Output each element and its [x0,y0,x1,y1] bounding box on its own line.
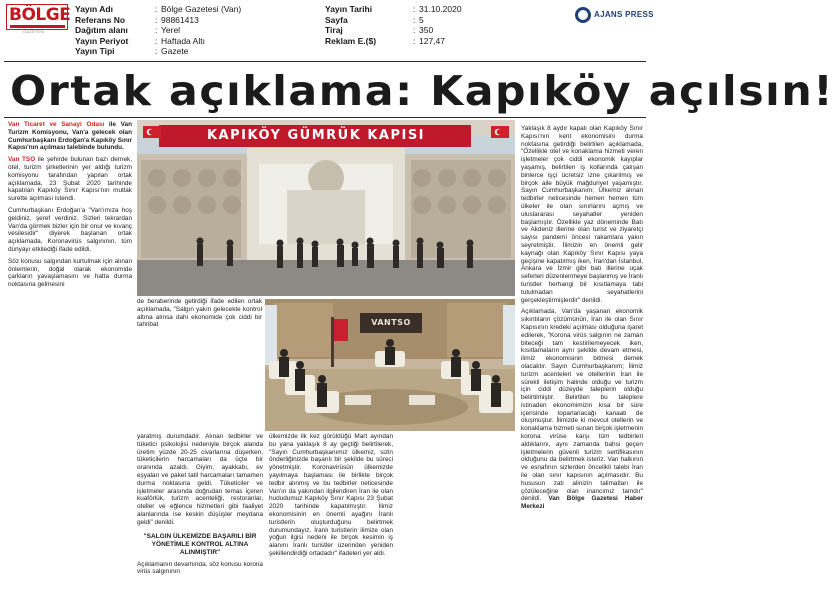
logo-wordmark: BÖLGE [9,5,71,25]
publication-meta-left [75,4,241,57]
headline: Ortak açıklama: Kapıköy açılsın! [10,67,834,115]
sub-headline: "SALGIN ÜLKEMİZDE BAŞARILI BİR YÖNETİMLE KONTROL ALTINA ALINMIŞTIR" [143,532,257,556]
paragraph: Söz konusu salgından kurtulmak için alınan önlemlerin, doğal olarak ekonomide çarkların yavaşlamasını ve hatta durma noktasına gelmesini [8,257,132,289]
newspaper-logo [6,4,71,34]
paragraph: ülkemizde ilk kez görüldüğü Mart ayından bu yana yaklaşık 8 ay geçtiği belirtilerek, "Sayın Cumhurbaşkanımız ülkemiz, sizin önderliğinizde başarılı bir şekilde bu süreci yönetmiştir. Koronavirüsün ülkemizde yayılmaya başlaması ile birlikte birçok tedbir alınmış ve bu tedbirler neticesinde Van'ın da yakından ilgilendiren İran ile olan hududumuz Kapıköy Sınır Kapısı 23 Şubat 2020 tarihinde kapatılmıştır. İlimiz ekonomisinin en önemli ayağını İranlı turistlerin oluşturduğunu belirtmek durumundayız. İranlı turistlerin ilimize olan yoğun ilgisi nedeni ile birçok kesimin iş alanını İranlı turistler üzerinden yeniden şekillendirdiği ortadadır" ifadeleri yer aldı. [269,433,393,557]
header-divider [4,61,646,62]
paragraph: Cumhurbaşkanı Erdoğan'a "Van'ımıza hoş geldiniz, şeref verdiniz. Sizleri tekrardan Van'da görmek bizler için bir onur ve kıvanç vesilesidir" diyerek başlanan ortak açıklamada, Koronavirüs salgınının, tüm dünyayı etkilediği ifade edildi. [8,206,132,253]
logo-tagline: GAZETESİ [23,29,45,34]
paragraph: de beraberinde getirdiği ifade edilen ortak açıklamada, "Salgın yakın gelecekte kontrol altına alınsa dahi ekonomide çok ciddi bir tahribat [137,298,262,329]
agency-logo [575,7,654,35]
meta-row: Referans No : 98861413 [75,14,199,25]
paragraph: Açıklamada, Van'da yaşanan ekonomik sıkıntıların çözümünün, İran ile olan Sınır Kapısının kredeki açılması olduğuna işaret edilerek, "Korona virüs salgının ne zaman biteceği tam kestirilemeyecek iken, kısıtlamaların aynı şekilde devam etmesi, ilimiz ekonomisinin bitmesi demek olacaktır. Sayın Cumhurbaşkanım; İlimiz turizm acenteleri ve otellerinin İran ile sürekli iletişim halinde olduğu ve turizm için ciddi düzeyde taleplerin olduğu belirtilmiştir. Belirtilen bu taleplere istinaden ekonomimizin kısa bir süre içerisinde toparlanacağı kanaati de oluşmuştur. İlimizde ki mevcut otellerin ve konaklama hizmeti sunan birçok işletmenin korona virüse karşı tüm tedbirleri aldıklarını, aynı zamanda bahsi geçen işletmelerin güvenli turizm sertifikasının olduğunu da belirtmek isteriz. Van halkının ve esnafının sizlerden öncelikli talebi İran ile olan sınır kapısının açılmasıdır. Bu hususun zatı alinizin talimatları ile çözüleceğine olan inancımız tamdır" denildi. Van Bölge Gazetesi Haber Merkezi [521,308,643,511]
meta-row: Yayın Tarihi : 31.10.2020 [325,4,462,14]
photo-border-gate [137,120,515,296]
paragraph: Van TSO ile şehirde bulunan bazı dernek, otel, turizm şirketlerinin yer aldığı turizm komisyonu tarafından yapılan ortak açıklamada, 23 Şubat 2020 tarihinde kapatılan Kapıköy Sınır Kapısı'nın mutlak surette açılması istendi. [8,156,132,203]
meta-row: Dağıtım alanı : Yerel [75,25,181,35]
lead-paragraph: Van Ticaret ve Sanayi Odası ile Van Turizm Komisyonu, Van'a gelecek olan Cumhurbaşkanı Erdoğan'a Kapıköy Sınır Kapısı'nın açılması talebinde bulundu. [8,121,132,152]
article-column-4 [269,433,393,603]
agency-emblem-icon [575,7,591,23]
paragraph: yaratmış durumdadır. Alınan tedbirler ve tüketici psikolojisi nedeniyle birçok alanda üretim yüzde 20-25 civarlarına düşerken, tüketicilerin harcamaları da üçte bir oranında azaldı. Giyim, ayakkabı, ev eşyaları ve paket tatil harcamaları tamamen durma noktasına geldi. Tüketiciler ve işletmeler arasında doğrudan temas içeren kuaförlük, turizm acenteliği, restoranlar, oteller ve eğlence hizmetleri gibi faaliyet alanlarında ise keskin düşüşler meydana geldi" denildi. [137,433,263,526]
publication-meta-right [325,4,462,46]
meeting-wall-logo: VANTSO [371,318,411,327]
paragraph: Açıklamanın devamında, söz konusu korona virüs salgınının [137,560,263,576]
article-column-3 [137,433,263,603]
headline-divider [4,117,646,118]
article-column-5 [521,125,643,603]
paragraph: Yaklaşık 8 aydır kapalı olan Kapıköy Sınır Kapısı'nın kent ekonomisini durma noktasına getirdiği belirtilen açıklamada, "Özellikle otel ve konaklama hizmeti veren işletmeler çok ciddi ekonomik kayıplar yaşamış, belirtilen iş kollarında çalışan binlerce işçi ücretsiz izne çıkarılmış ve birçok aile büyük mağduriyet yaşamıştır. Sayın Cumhurbaşkanım; Ülkemiz alınan tedbirler neticesinde hemen hemen tüm ülkeler ile olan sınırlarını açmış ve uluslararası seyahatler yeniden başlamıştır. Özellikle yaz döneminde Batı ve Akdeniz illerine olan turist ve ziyaretçi sayısı pandemi öncesi rakamlara yakın seyretmiştir. İlimizin en önemli gelir kaynağı olan Kapıköy Sınır Kapısı yaya geçişine kapatılmış iken, İran'dan İstanbul, Ankara ve İzmir gibi batı illerine uçak seferleri düzenlenmeye başlanmış ve İranlı turistler herhangi bir kısıtlamaya tabi tutulmadan seyahatlerini gerçekleştirmişlerdir" denildi. [521,125,643,304]
meta-row: Yayın Adı : Bölge Gazetesi (Van) [75,4,242,14]
meta-row: Tiraj : 350 [325,25,434,35]
logo-underline [10,25,65,28]
border-gate-sign: KAPIKÖY GÜMRÜK KAPISI [206,128,426,143]
photo-meeting [265,299,515,431]
article-column-1 [8,121,132,331]
meta-row: Yayın Periyot : Haftada Altı [75,35,205,46]
meta-row: Reklam E.($) : 127,47 [325,35,445,46]
byline: Van Bölge Gazetesi Haber Merkezi [521,495,643,511]
meta-row: Yayın Tipi : Gazete [75,46,189,56]
agency-name: AJANS PRESS [594,10,654,19]
article-column-2 [137,298,262,358]
meta-row: Sayfa : 5 [325,14,424,25]
